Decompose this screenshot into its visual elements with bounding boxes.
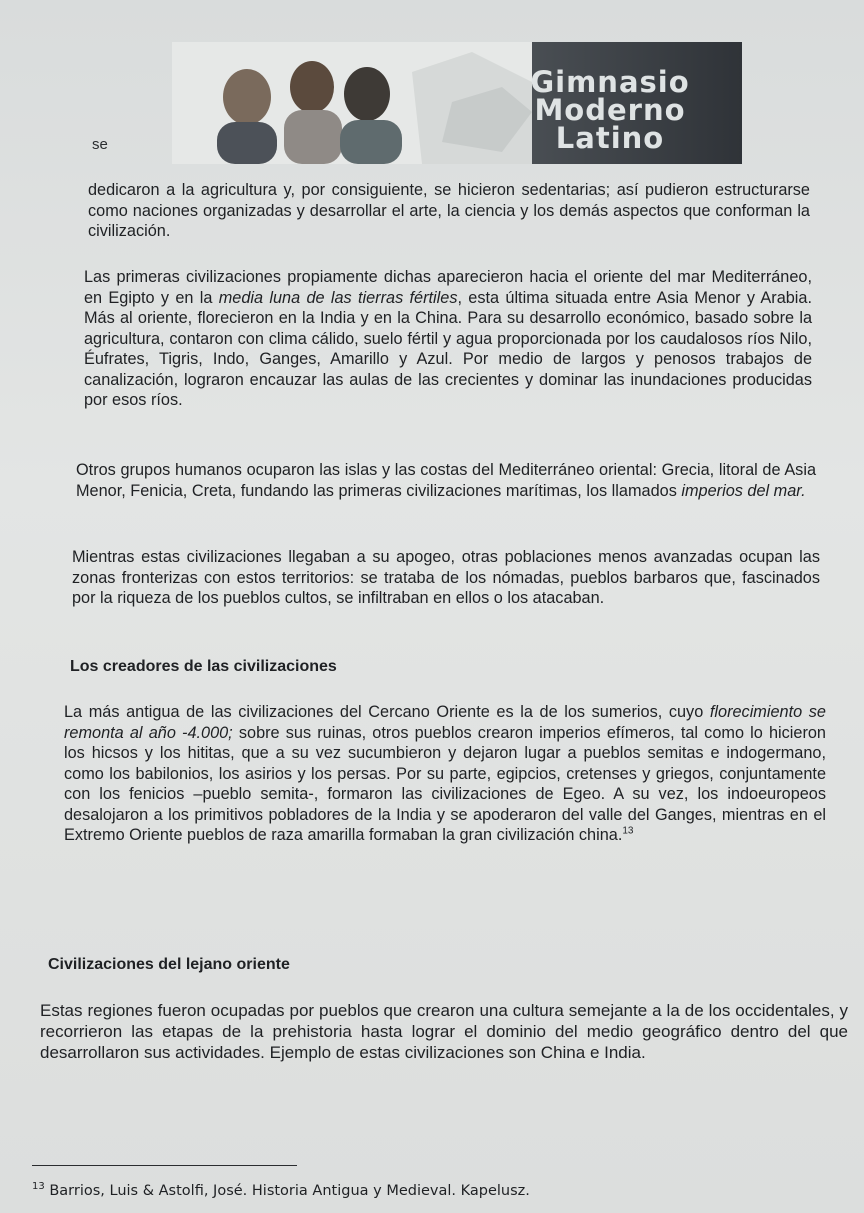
paragraph-4-text: Mientras estas civilizaciones llegaban a su apogeo, otras poblaciones menos avanzadas ocupan las zonas fronterizas con estos territorios: se trataba de los nómadas, pueblos barbaros que, fascinados por la riqueza de los pueblos cultos, se infiltraban en ellos o los atacaban. (72, 548, 820, 607)
footnote-text: Barrios, Luis & Astolfi, José. Historia Antigua y Medieval. Kapelusz. (49, 1183, 530, 1199)
students-photo (172, 42, 532, 164)
paragraph-3 (76, 460, 816, 501)
school-banner (172, 42, 742, 164)
paragraph-1-text: dedicaron a la agricultura y, por consiguiente, se hicieron sedentarias; así pudieron estructurarse como naciones organizadas y desarrollar el arte, la ciencia y los demás aspectos que conforman la civilización. (88, 181, 810, 240)
banner-title-line2: Moderno (534, 93, 686, 127)
footnote-number: 13 (32, 1181, 45, 1193)
paragraph-6-text: Estas regiones fueron ocupadas por pueblos que crearon una cultura semejante a la de los occidentales, y recorrieron las etapas de la prehistoria hasta lograr el dominio del medio geográfico dentro del que desarrollaron sus actividades. Ejemplo de estas civilizaciones son China e India. (40, 1001, 848, 1062)
heading-creadores: Los creadores de las civilizaciones (70, 658, 337, 675)
paragraph-4 (72, 547, 820, 609)
fragment-text: se (92, 136, 108, 153)
banner-title-line3: Latino (555, 121, 665, 155)
banner-title (500, 65, 720, 155)
paragraph-2 (84, 267, 812, 411)
paragraph-5-text: La más antigua de las civilizaciones del Cercano Oriente es la de los sumerios, cuyo florecimiento se remonta al año -4.000; sobre sus ruinas, otros pueblos crearon imperios efímeros, tal como lo hicieron los hicsos y los hititas, que a su vez sucumbieron y dejaron lugar a pueblos semitas e indogermano, como los babilonios, los asirios y los persas. Por su parte, egipcios, cretenses y griegos, conjuntamente con los fenicios –pueblo semita-, formaron las civilizaciones de Egeo. A su vez, los indoeuropeos desalojaron a los primitivos pobladores de la India y se apoderaron del valle del Ganges, mientras en el Extremo Oriente pueblos de raza amarilla formaban la gran civilización china.$^{13}$ (64, 703, 826, 844)
paragraph-3-text: Otros grupos humanos ocuparon las islas y las costas del Mediterráneo oriental: Grecia, litoral de Asia Menor, Fenicia, Creta, fundando las primeras civilizaciones marítimas, los llamados imperios del mar. (76, 461, 816, 500)
paragraph-2-text: Las primeras civilizaciones propiamente dichas aparecieron hacia el oriente del mar Mediterráneo, en Egipto y en la media luna de las tierras fértiles, esta última situada entre Asia Menor y Arabia. Más al oriente, florecieron en la India y en la China. Para su desarrollo económico, basado sobre la agricultura, contaron con clima cálido, suelo fértil y agua proporcionada por los caudalosos ríos Nilo, Éufrates, Tigris, Indo, Ganges, Amarillo y Azul. Por medio de largos y penosos trabajos de canalización, lograron encauzar las aulas de las crecientes y dominar las inundaciones producidas por esos ríos. (84, 268, 812, 409)
footnote (32, 1183, 530, 1199)
heading-lejano-oriente: Civilizaciones del lejano oriente (48, 956, 290, 973)
footnote-divider (32, 1165, 297, 1166)
paragraph-5 (64, 702, 826, 846)
banner-title-line1: Gimnasio (530, 65, 690, 99)
paragraph-1 (88, 180, 810, 242)
paragraph-6 (40, 1000, 848, 1063)
